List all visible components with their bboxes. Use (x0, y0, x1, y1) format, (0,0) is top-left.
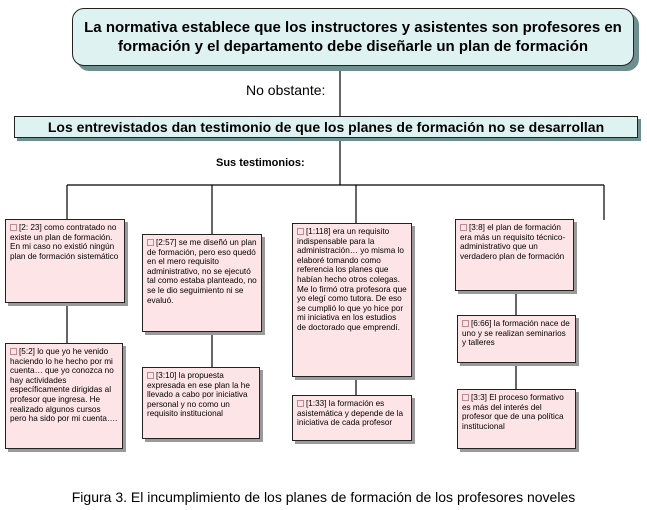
testimony-text: [2: 23] como contratado no existe un plan de formación. En mi caso no existió ningún plan de formación sistemático (10, 223, 119, 261)
testimony-box-3-3 (457, 389, 576, 449)
testimony-box-1-33 (292, 395, 412, 441)
quote-marker-icon (10, 224, 17, 231)
testimony-text: [2:57] se me diseñó un plan de formación, pero eso quedó en el mero requisito administrativo, no se ejecutó tal como estaba planteado, no se le dio seguimiento ni se evaluó. (147, 238, 257, 305)
main-claim-text: Los entrevistados dan testimonio de que los planes de formación no se desarrollan (47, 119, 605, 135)
testimony-box-1-118 (292, 223, 412, 377)
testimony-box-3-8 (455, 219, 574, 291)
testimony-text: [6:66] la formación nace de uno y se realizan seminarios y talleres (462, 319, 570, 348)
testimony-box-6-66 (457, 315, 576, 363)
quote-marker-icon (147, 372, 154, 379)
quote-marker-icon (10, 348, 17, 355)
testimonies-label: Sus testimonios: (216, 157, 305, 169)
testimony-box-2-23 (5, 219, 125, 303)
top-statement-box (72, 8, 634, 66)
testimony-text: [5:2] lo que yo he venido haciendo lo he hecho por mi cuenta… que yo conozca no hay actividades específicamente dirigidas al profesor que ingresa. He realizado algunos cursos pero ha sido por mi cuenta…. (10, 347, 118, 424)
quote-marker-icon (297, 228, 304, 235)
quote-marker-icon (297, 400, 304, 407)
main-claim-box (14, 116, 638, 138)
quote-marker-icon (147, 239, 154, 246)
testimony-box-2-57 (142, 234, 262, 332)
quote-marker-icon (460, 224, 467, 231)
testimony-text: [1:118] era un requisito indispensable para la administración… yo misma lo elaboré tomando como referencia los planes que habían hecho otros colegas. Me lo firmó otra profesora que yo elegí como tutora. De eso se cumplió lo que yo hice por mi iniciativa en los estudios de doctorado que emprendí. (297, 227, 407, 332)
connector-label: No obstante: (246, 82, 326, 98)
quote-marker-icon (462, 320, 469, 327)
testimony-box-5-2 (5, 343, 123, 449)
quote-marker-icon (462, 394, 469, 401)
testimony-text: [3:10] la propuesta expresada en ese plan la he llevado a cabo por iniciativa personal y no como un requisito institucional (147, 371, 250, 419)
testimony-text: [1:33] la formación es asistemática y depende de la iniciativa de cada profesor (297, 399, 404, 428)
figure-caption: Figura 3. El incumplimiento de los planes de formación de los profesores noveles (71, 489, 576, 505)
top-statement-text: La normativa establece que los instructores y asistentes son profesores en formación y el departamento debe diseñarle un plan de formación (84, 19, 622, 55)
testimony-text: [3:8] el plan de formación era más un requisito técnico-administrativo que un verdadero plan de formación (460, 223, 566, 261)
testimony-text: [3:3] El proceso formativo es más del interés del profesor que de una política institucional (462, 393, 564, 431)
testimony-box-3-10 (142, 367, 260, 439)
